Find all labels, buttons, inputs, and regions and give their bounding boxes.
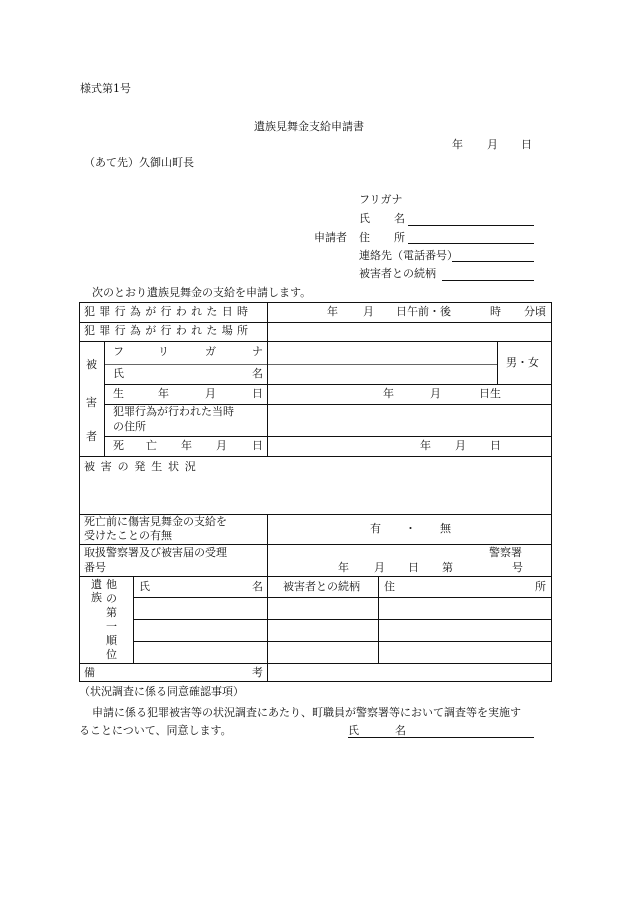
applicant-address-label-b: 所	[394, 231, 405, 244]
survivor-name-header-b: 名	[252, 580, 263, 593]
row-line	[79, 322, 552, 323]
death-label-char: 日	[252, 439, 263, 452]
survivor-col-divider	[267, 576, 268, 663]
applicant-name-line[interactable]	[408, 225, 534, 226]
form-title: 遺族見舞金支給申請書	[254, 120, 364, 133]
birth-year: 年	[383, 387, 394, 400]
victim-subline	[104, 364, 497, 365]
birth-label-char: 年	[158, 387, 169, 400]
consent-name-line[interactable]	[348, 737, 534, 738]
survivor-address-header-b: 所	[535, 580, 546, 593]
row-line	[79, 663, 552, 664]
survivor-col-divider	[378, 576, 379, 663]
survivor-subline	[133, 597, 552, 598]
survivor-relation-header: 被害者との続柄	[283, 580, 360, 593]
victim-divider	[104, 341, 105, 456]
survivor-address-header-a: 住	[384, 580, 395, 593]
survivor-subline	[133, 641, 552, 642]
address-at-crime-label: 犯罪行為が行われた当時	[113, 405, 234, 418]
victim-label-char: 害	[86, 396, 97, 409]
police-month: 月	[374, 561, 385, 574]
applicant-furigana: フリガナ	[359, 193, 403, 206]
birth-day: 日生	[479, 387, 501, 400]
injury-yes[interactable]: 有	[370, 522, 381, 535]
survivor-order-char: 一	[106, 620, 117, 633]
consent-name-label-a: 氏	[348, 724, 359, 737]
survivor-name-header-a: 氏	[139, 580, 150, 593]
row-line	[79, 544, 552, 545]
survivor-order-char: 位	[106, 648, 117, 661]
survivor-divider	[133, 576, 134, 663]
gender-divider	[497, 341, 498, 384]
survivor-order-char: の	[106, 592, 117, 605]
injury-no[interactable]: 無	[440, 522, 451, 535]
injury-label: 受けたことの有無	[84, 529, 172, 542]
consent-heading: （状況調査に係る同意確認事項）	[79, 685, 244, 698]
police-dai: 第	[442, 561, 453, 574]
row-line	[79, 456, 552, 457]
victim-gender[interactable]: 男・女	[506, 356, 539, 369]
consent-text: 申請に係る犯罪被害等の状況調査にあたり、町職員が警察署等において調査等を実施す	[92, 706, 521, 719]
applicant-phone-label: 連絡先（電話番号）	[359, 249, 458, 262]
consent-text: ることについて、同意します。	[79, 724, 232, 737]
applicant-relation-line[interactable]	[442, 280, 534, 281]
date-month: 月	[487, 138, 498, 151]
survivor-order-char: 第	[106, 606, 117, 619]
row-line	[79, 341, 552, 342]
label-divider	[267, 302, 268, 456]
remarks-label-a: 備	[84, 666, 95, 679]
crime-place-label: 犯罪行為が行われた場所	[84, 324, 253, 337]
address-at-crime-label: の住所	[113, 420, 146, 433]
police-day: 日	[408, 561, 419, 574]
death-label-char: 亡	[146, 439, 157, 452]
row-line	[79, 576, 552, 577]
crime-year: 年	[327, 305, 338, 318]
police-label: 番号	[84, 561, 106, 574]
damage-label: 被害の発生状況	[84, 460, 202, 473]
crime-day-ampm: 日午前・後	[396, 305, 451, 318]
applicant-address-line[interactable]	[408, 243, 534, 244]
police-year: 年	[338, 561, 349, 574]
addressee: （あて先）久御山町長	[84, 156, 194, 169]
birth-month: 月	[430, 387, 441, 400]
applicant-label: 申請者	[314, 231, 347, 244]
victim-name-label-b: 名	[252, 367, 263, 380]
applicant-address-label-a: 住	[359, 231, 370, 244]
form-number: 様式第1号	[80, 82, 131, 95]
victim-label-char: 者	[86, 430, 97, 443]
consent-name-label-b: 名	[395, 724, 406, 737]
remarks-label-b: 考	[252, 666, 263, 679]
survivor-order-char: 順	[106, 634, 117, 647]
crime-hour: 時	[490, 305, 501, 318]
injury-label: 死亡前に傷害見舞金の支給を	[84, 515, 227, 528]
furigana-char: ガ	[205, 345, 216, 358]
survivor-label-char: 遺	[91, 578, 102, 591]
survivor-order-char: 他	[106, 578, 117, 591]
crime-datetime-label: 犯罪行為が行われた日時	[84, 305, 253, 318]
death-label-char: 年	[181, 439, 192, 452]
survivor-label-char: 族	[91, 591, 102, 604]
furigana-char: フ	[113, 345, 124, 358]
victim-subline	[104, 384, 552, 385]
applicant-name-label-a: 氏	[359, 212, 370, 225]
applicant-phone-line[interactable]	[452, 261, 534, 262]
furigana-char: リ	[158, 345, 169, 358]
crime-month: 月	[363, 305, 374, 318]
victim-subline	[104, 436, 552, 437]
death-year: 年	[420, 439, 431, 452]
death-label-char: 月	[216, 439, 227, 452]
label-divider	[267, 663, 268, 682]
applicant-name-label-b: 名	[394, 212, 405, 225]
furigana-char: ナ	[252, 345, 263, 358]
victim-label-char: 被	[86, 358, 97, 371]
survivor-subline	[133, 619, 552, 620]
police-label: 取扱警察署及び被害届の受理	[84, 546, 227, 559]
birth-label-char: 月	[205, 387, 216, 400]
injury-dot: ・	[405, 522, 416, 535]
crime-minute: 分頃	[524, 305, 546, 318]
applicant-relation-label: 被害者との続柄	[359, 267, 436, 280]
police-gou: 号	[512, 561, 523, 574]
date-year: 年	[452, 138, 463, 151]
application-table	[79, 302, 552, 682]
birth-label-char: 日	[252, 387, 263, 400]
death-label-char: 死	[113, 439, 124, 452]
birth-label-char: 生	[113, 387, 124, 400]
label-divider	[267, 514, 268, 576]
intro-text: 次のとおり遺族見舞金の支給を申請します。	[92, 286, 312, 299]
police-station: 警察署	[489, 546, 522, 559]
date-day: 日	[521, 138, 532, 151]
death-month: 月	[455, 439, 466, 452]
victim-name-label-a: 氏	[113, 367, 124, 380]
death-day: 日	[490, 439, 501, 452]
